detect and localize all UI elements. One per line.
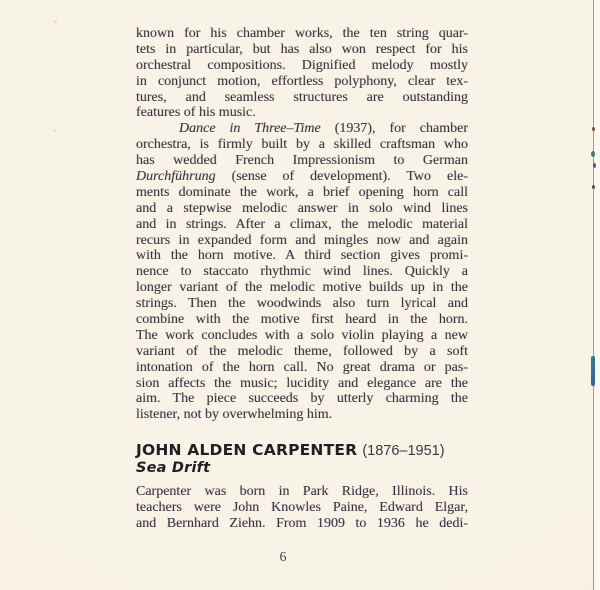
text-line: orchestral compositions. Dignified melody mostly (136, 57, 468, 73)
composer-years: (1876–1951) (362, 443, 445, 459)
text-line: listener, not by overwhelming him. (136, 407, 333, 423)
text-line: and a stepwise melodic answer in solo wind lines (136, 200, 468, 216)
text-line: teachers were John Knowles Paine, Edward Elgar, (136, 499, 468, 515)
composer-name: JOHN ALDEN CARPENTER (136, 441, 358, 459)
text-line: aim. The piece succeeds by utterly charming the (136, 391, 468, 407)
scan-speck (591, 151, 595, 157)
text-line: intonation of the horn call. No great drama or pas- (136, 359, 468, 375)
text-line: known for his chamber works, the ten string quar- (136, 26, 468, 41)
text-line: Dance in Three–Time (1937), for chamber (179, 121, 468, 137)
text-line: has wedded French Impressionism to German (136, 153, 468, 169)
section-heading (136, 440, 476, 476)
composer-heading (136, 440, 476, 459)
work-title: Sea Drift (136, 460, 211, 476)
text-line: nence to staccato rhythmic wind lines. Quickly a (136, 264, 468, 280)
scan-edge-strip (595, 0, 600, 590)
text-line: features of his music. (136, 105, 256, 121)
text-line: and Bernhard Ziehn. From 1909 to 1936 he dedi- (136, 515, 468, 531)
text-line: Carpenter was born in Park Ridge, Illinois. His (136, 484, 468, 499)
text-line: tures, and seamless structures are outstanding (136, 89, 468, 105)
scan-speck (592, 185, 595, 189)
closing-text (136, 484, 468, 532)
text-line: variant of the melodic theme, followed by a soft (136, 343, 468, 359)
scan-speck (593, 163, 596, 168)
text-line: sion affects the music; lucidity and elegance are the (136, 375, 468, 391)
scan-speck (53, 129, 56, 132)
text-line: orchestra, is firmly built by a skilled craftsman who (136, 137, 468, 153)
scan-teal-mark (591, 356, 595, 386)
text-line: combine with the motive first heard in the horn. (136, 312, 468, 328)
text-line: Durchführung (sense of development). Two ele- (136, 169, 468, 185)
body-text (136, 26, 468, 423)
scan-edge-line (593, 0, 594, 590)
text-line: with the horn motive. A third section gives promi- (136, 248, 468, 264)
text-line: and in strings. After a climax, the melodic material (136, 216, 468, 232)
page-number: 6 (279, 550, 287, 565)
scan-speck (54, 20, 57, 23)
text-line: in conjunct motion, effortless polyphony, clear tex- (136, 73, 468, 89)
scan-speck (592, 127, 595, 131)
text-line: strings. Then the woodwinds also turn lyrical and (136, 296, 468, 312)
text-line: The work concludes with a solo violin playing a new (136, 327, 468, 343)
text-line: ments dominate the work, a brief opening horn call (136, 184, 468, 200)
text-line: tets in particular, but has also won respect for his (136, 41, 468, 57)
text-line: longer variant of the melodic motive builds up in the (136, 280, 468, 296)
text-line: recurs in expanded form and mingles now and again (136, 232, 468, 248)
